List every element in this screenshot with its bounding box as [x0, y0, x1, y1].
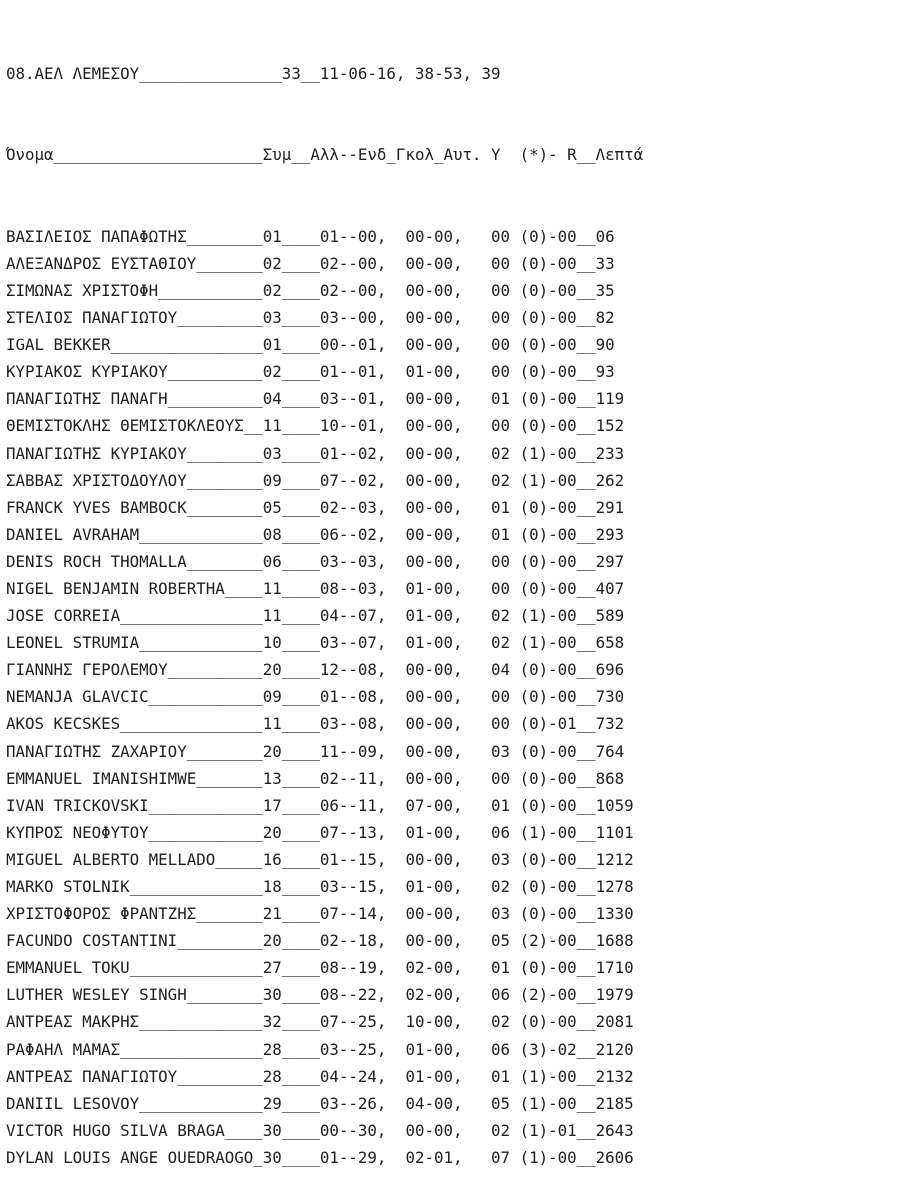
player-row: DYLAN LOUIS ANGE OUEDRAOGO_30____01--29, 02-01, 07 (1)-00__2606	[6, 1147, 634, 1167]
player-row: ΣΤΕΛΙΟΣ ΠΑΝΑΓΙΩΤΟΥ_________03____03--00, 00-00, 00 (0)-00__82	[6, 308, 615, 328]
player-row: ΑΝΤΡΕΑΣ ΜΑΚΡΗΣ_____________32____07--25, 10-00, 02 (0)-00__2081	[6, 1012, 634, 1032]
player-row: EMMANUEL TOKU______________27____08--19, 02-00, 01 (0)-00__1710	[6, 958, 634, 978]
player-row: DANIIL LESOVOY_____________29____03--26, 04-00, 05 (1)-00__2185	[6, 1093, 634, 1113]
player-row: DANIEL AVRAHAM_____________08____06--02, 00-00, 01 (0)-00__293	[6, 524, 625, 544]
player-row: IGAL BEKKER________________01____00--01, 00-00, 00 (0)-00__90	[6, 335, 615, 355]
player-row: EMMANUEL IMANISHIMWE_______13____02--11, 00-00, 00 (0)-00__868	[6, 768, 625, 788]
player-row: ΣΑΒΒΑΣ ΧΡΙΣΤΟΔΟΥΛΟΥ________09____07--02, 00-00, 02 (1)-00__262	[6, 470, 625, 490]
player-row: ΠΑΝΑΓΙΩΤΗΣ ΠΑΝΑΓΗ__________04____03--01, 00-00, 01 (0)-00__119	[6, 389, 625, 409]
player-row: LUTHER WESLEY SINGH________30____08--22, 02-00, 06 (2)-00__1979	[6, 985, 634, 1005]
player-row: FRANCK YVES BAMBOCK________05____02--03, 00-00, 01 (0)-00__291	[6, 497, 625, 517]
player-row: ΣΙΜΩΝΑΣ ΧΡΙΣΤΟΦΗ___________02____02--00, 00-00, 00 (0)-00__35	[6, 280, 615, 300]
player-row: FACUNDO COSTANTINI_________20____02--18, 00-00, 05 (2)-00__1688	[6, 931, 634, 951]
player-row: ΑΛΕΞΑΝΔΡΟΣ ΕΥΣΤΑΘΙΟΥ_______02____02--00, 00-00, 00 (0)-00__33	[6, 253, 615, 273]
player-row: ΘΕΜΙΣΤΟΚΛΗΣ ΘΕΜΙΣΤΟΚΛΕΟΥΣ__11____10--01, 00-00, 00 (0)-00__152	[6, 416, 625, 436]
player-rows	[6, 223, 900, 1171]
player-row: LEONEL STRUMIA_____________10____03--07, 01-00, 02 (1)-00__658	[6, 633, 625, 653]
player-row: ΑΝΤΡΕΑΣ ΠΑΝΑΓΙΩΤΟΥ_________28____04--24, 01-00, 01 (1)-00__2132	[6, 1066, 634, 1086]
player-row: VICTOR HUGO SILVA BRAGA____30____00--30, 00-00, 02 (1)-01__2643	[6, 1120, 634, 1140]
player-row: MIGUEL ALBERTO MELLADO_____16____01--15, 00-00, 03 (0)-00__1212	[6, 849, 634, 869]
player-row: ΒΑΣΙΛΕΙΟΣ ΠΑΠΑΦΩΤΗΣ________01____01--00, 00-00, 00 (0)-00__06	[6, 226, 615, 246]
player-row: NEMANJA GLAVCIC____________09____01--08, 00-00, 00 (0)-00__730	[6, 687, 625, 707]
player-row: ΓΙΑΝΝΗΣ ΓΕΡΟΛΕΜΟΥ__________20____12--08, 00-00, 04 (0)-00__696	[6, 660, 625, 680]
player-row: IVAN TRICKOVSKI____________17____06--11, 07-00, 01 (0)-00__1059	[6, 795, 634, 815]
player-row: MARKO STOLNIK______________18____03--15, 01-00, 02 (0)-00__1278	[6, 877, 634, 896]
player-row: ΠΑΝΑΓΙΩΤΗΣ ΚΥΡΙΑΚΟΥ________03____01--02, 00-00, 02 (1)-00__233	[6, 443, 625, 463]
player-row: ΚΥΡΙΑΚΟΣ ΚΥΡΙΑΚΟΥ__________02____01--01, 01-00, 00 (0)-00__93	[6, 362, 615, 382]
player-row: DENIS ROCH THOMALLA________06____03--03, 00-00, 00 (0)-00__297	[6, 551, 625, 571]
column-header-line: Όνομα______________________Συμ__Αλλ--Ενδ_Γκολ_Αυτ. Υ (*)- R__Λεπτά	[6, 145, 644, 165]
player-row: AKOS KECSKES_______________11____03--08, 00-00, 00 (0)-01__732	[6, 714, 625, 734]
player-row: NIGEL BENJAMIN ROBERTHA____11____08--03, 01-00, 00 (0)-00__407	[6, 578, 625, 598]
player-row: ΠΑΝΑΓΙΩΤΗΣ ΖΑΧΑΡΙΟΥ________20____11--09, 00-00, 03 (0)-00__764	[6, 741, 625, 761]
team-title-line: 08.ΑΕΛ ΛΕΜΕΣΟΥ_______________33__11-06-16, 38-53, 39	[6, 64, 501, 84]
player-row: ΧΡΙΣΤΟΦΟΡΟΣ ΦΡΑΝΤΖΗΣ_______21____07--14, 00-00, 03 (0)-00__1330	[6, 904, 634, 924]
player-row: JOSE CORREIA_______________11____04--07, 01-00, 02 (1)-00__589	[6, 606, 625, 626]
player-row: ΡΑΦΑΗΛ ΜΑΜΑΣ_______________28____03--25, 01-00, 06 (3)-02__2120	[6, 1039, 634, 1059]
player-row: ΚΥΠΡΟΣ ΝΕΟΦΥΤΟΥ____________20____07--13, 01-00, 06 (1)-00__1101	[6, 822, 634, 842]
